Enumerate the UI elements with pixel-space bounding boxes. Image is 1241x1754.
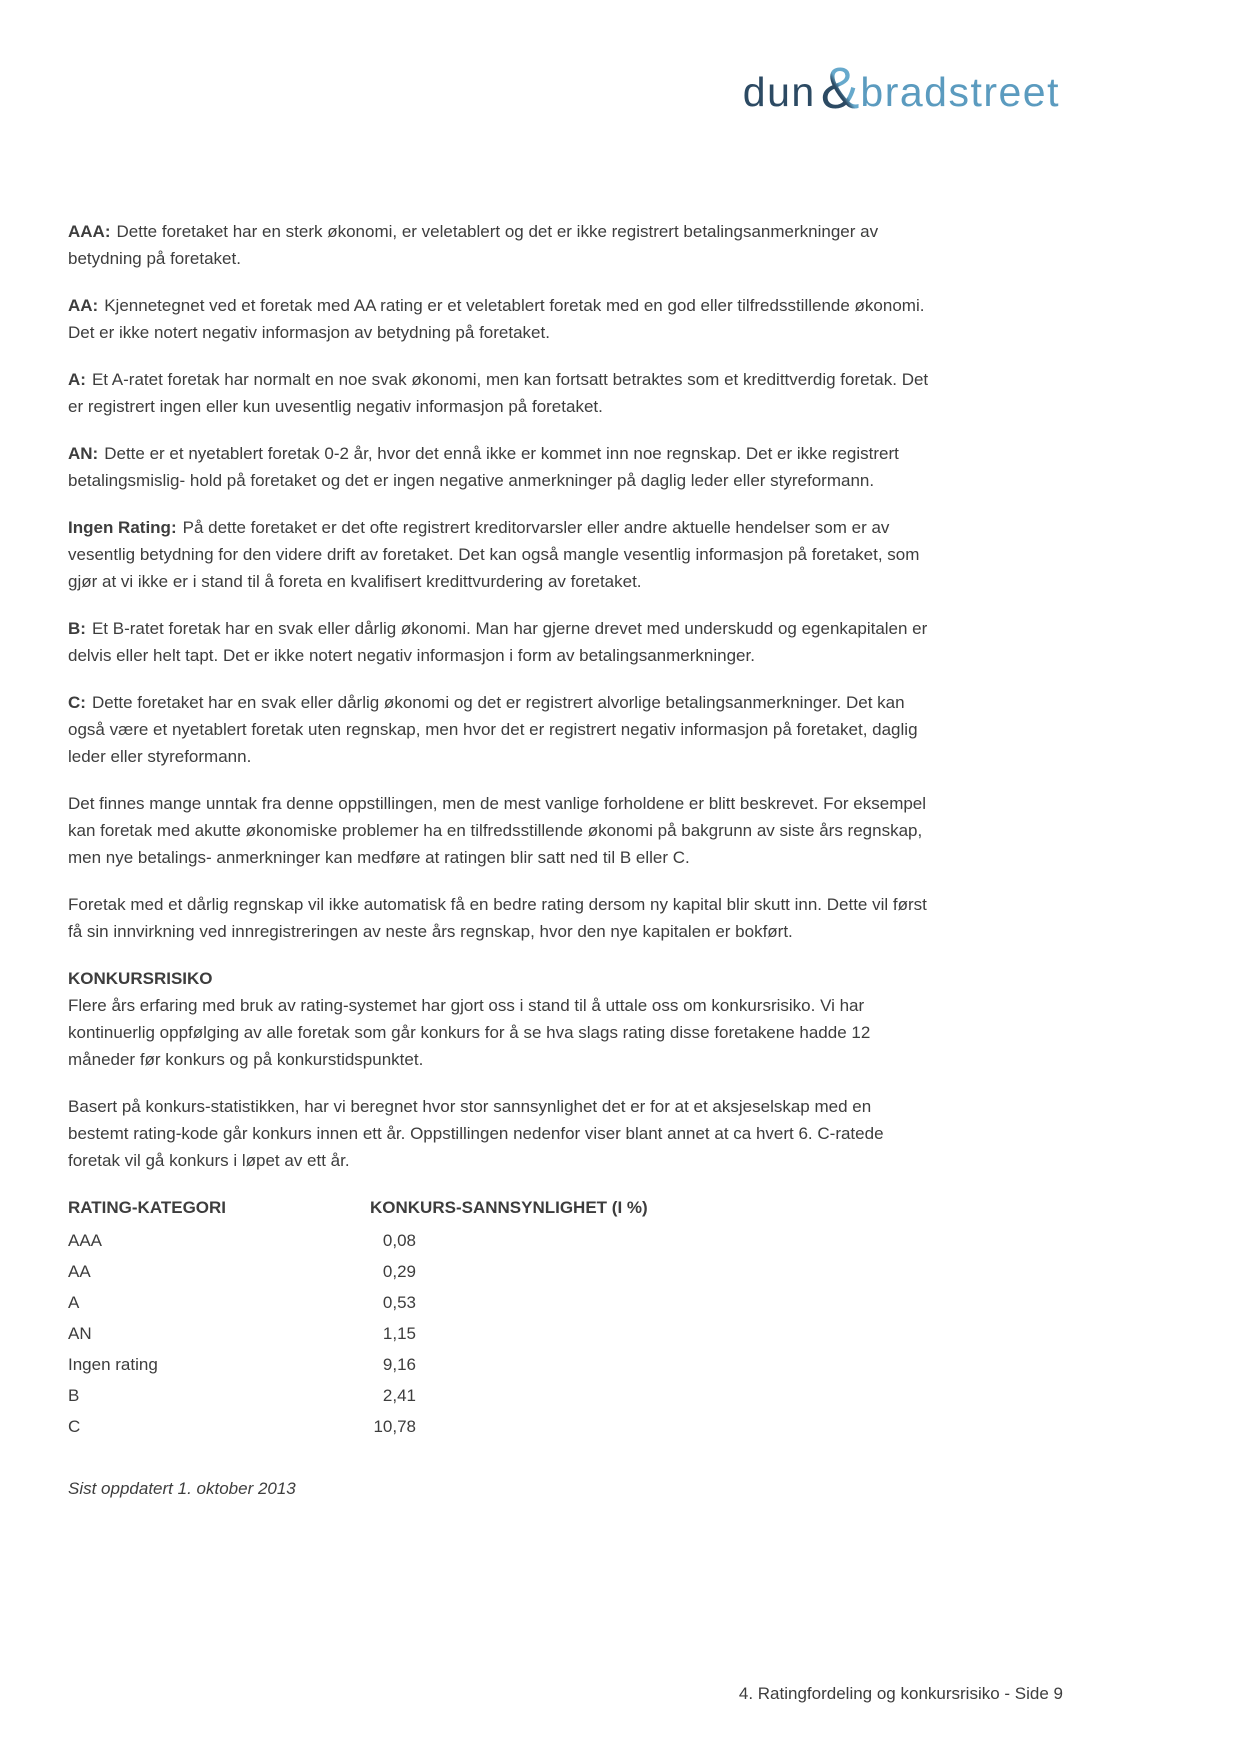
rating-label-aaa: AAA: [68, 222, 111, 241]
cell-value: 0,53 [382, 1293, 416, 1312]
logo-word-bradstreet: bradstreet [860, 68, 1060, 115]
paragraph-b [68, 615, 933, 669]
table-row [68, 1349, 933, 1380]
konkursrisiko-paragraph-2: Basert på konkurs-statistikken, har vi beregnet hvor stor sannsynlighet det er for at et aksjeselskap med en bestemt rating-kode går konkurs innen ett år. Oppstillingen nedenfor viser blant annet at ca hvert 6. C-ratede foretak vil gå konkurs i løpet av ett år. [68, 1097, 884, 1170]
cell-category: Ingen rating [68, 1355, 158, 1374]
paragraph-text: Kjennetegnet ved et foretak med AA rating er et veletablert foretak med en god eller tilfredsstillende økonomi. Det er ikke notert negativ informasjon av betydning på foretaket. [68, 296, 925, 342]
page-footer: 4. Ratingfordeling og konkursrisiko - Side 9 [738, 1684, 1063, 1703]
column-header-rating-kategori: RATING-KATEGORI [68, 1198, 227, 1217]
table-row [68, 1256, 933, 1287]
rating-label-ingen-rating: Ingen Rating: [68, 518, 177, 537]
paragraph-c [68, 689, 933, 770]
paragraph-ingen-rating [68, 514, 933, 595]
paragraph-new-capital [68, 891, 933, 945]
cell-value: 9,16 [382, 1355, 416, 1374]
paragraph-aa [68, 292, 933, 346]
cell-value: 2,41 [382, 1386, 416, 1405]
paragraph-text: Det finnes mange unntak fra denne oppstillingen, men de mest vanlige forholdene er blitt beskrevet. For eksempel kan foretak med akutte økonomiske problemer ha en tilfredsstillende økonomi på bakgrunn av siste års regnskap, men nye betalings- anmerkninger kan medføre at ratingen blir satt ned til B eller C. [68, 794, 927, 867]
cell-category: C [68, 1417, 81, 1436]
table-row [68, 1287, 933, 1318]
cell-value: 0,29 [382, 1262, 416, 1281]
cell-value: 0,08 [382, 1231, 416, 1250]
table-row [68, 1318, 933, 1349]
section-heading-konkursrisiko: KONKURSRISIKO [68, 969, 213, 988]
rating-label-b: B: [68, 619, 86, 638]
paragraph-text: Dette foretaket har en sterk økonomi, er veletablert og det er ikke registrert betalingsanmerkninger av betydning på foretaket. [68, 222, 879, 268]
rating-label-c: C: [68, 693, 86, 712]
logo-ampersand-icon: & [820, 56, 860, 121]
column-header-konkurs-sannsynlighet: KONKURS-SANNSYNLIGHET (I %) [370, 1198, 648, 1217]
paragraph-text: Foretak med et dårlig regnskap vil ikke automatisk få en bedre rating dersom ny kapital blir skutt inn. Dette vil først få sin innvirkning ved innregistreringen av neste års regnskap, hvor den nye kapitalen er bokført. [68, 895, 927, 941]
dun-bradstreet-logo [742, 56, 1060, 121]
rating-label-a: A: [68, 370, 86, 389]
paragraph-exceptions [68, 790, 933, 871]
rating-label-aa: AA: [68, 296, 99, 315]
paragraph-text: Et A-ratet foretak har normalt en noe svak økonomi, men kan fortsatt betraktes som et kredittverdig foretak. Det er registrert ingen eller kun uvesentlig negativ informasjon på foretaket. [68, 370, 929, 416]
table-row [68, 1380, 933, 1411]
cell-category: A [68, 1293, 80, 1312]
table-row [68, 1225, 933, 1256]
last-updated-note: Sist oppdatert 1. oktober 2013 [68, 1479, 296, 1498]
konkursrisiko-paragraph-1: Flere års erfaring med bruk av rating-systemet har gjort oss i stand til å uttale oss om konkursrisiko. Vi har kontinuerlig oppfølging av alle foretak som går konkurs for å se hva slags rating disse foretakene hadde 12 måneder før konkurs og på konkurstidspunktet. [68, 996, 871, 1069]
paragraph-text: På dette foretaket er det ofte registrert kreditorvarsler eller andre aktuelle hendelser som er av vesentlig betydning for den videre drift av foretaket. Det kan også mangle vesentlig informasjon på foretaket, som gjør at vi ikke er i stand til å foreta en kvalifisert kredittvurdering av foretaket. [68, 518, 920, 591]
paragraph-text: Dette er et nyetablert foretak 0-2 år, hvor det ennå ikke er kommet inn noe regnskap. Det er ikke registrert betalingsmislig- hold på foretaket og det er ingen negative anmerkninger på daglig leder eller styreformann. [68, 444, 899, 490]
cell-category: AN [68, 1324, 92, 1343]
paragraph-text: Dette foretaket har en svak eller dårlig økonomi og det er registrert alvorlige betalingsanmerkninger. Det kan også være et nyetablert foretak uten regnskap, men hvor det er registrert negativ informasjon på foretaket, daglig leder eller styreformann. [68, 693, 918, 766]
logo-word-dun: dun [742, 68, 816, 115]
cell-value: 1,15 [382, 1324, 416, 1343]
rating-label-an: AN: [68, 444, 99, 463]
document-body [68, 218, 933, 1502]
paragraph-a [68, 366, 933, 420]
table-row [68, 1411, 933, 1442]
cell-category: B [68, 1386, 80, 1405]
paragraph-an [68, 440, 933, 494]
paragraph-aaa [68, 218, 933, 272]
cell-value: 10,78 [373, 1417, 416, 1436]
konkursrisiko-section [68, 965, 933, 1174]
paragraph-text: Et B-ratet foretak har en svak eller dårlig økonomi. Man har gjerne drevet med underskudd og egenkapitalen er delvis eller helt tapt. Det er ikke notert negativ informasjon i form av betalingsanmerkninger. [68, 619, 928, 665]
rating-probability-table [68, 1194, 933, 1442]
cell-category: AAA [68, 1231, 103, 1250]
table-header-row [68, 1194, 933, 1221]
cell-category: AA [68, 1262, 91, 1281]
